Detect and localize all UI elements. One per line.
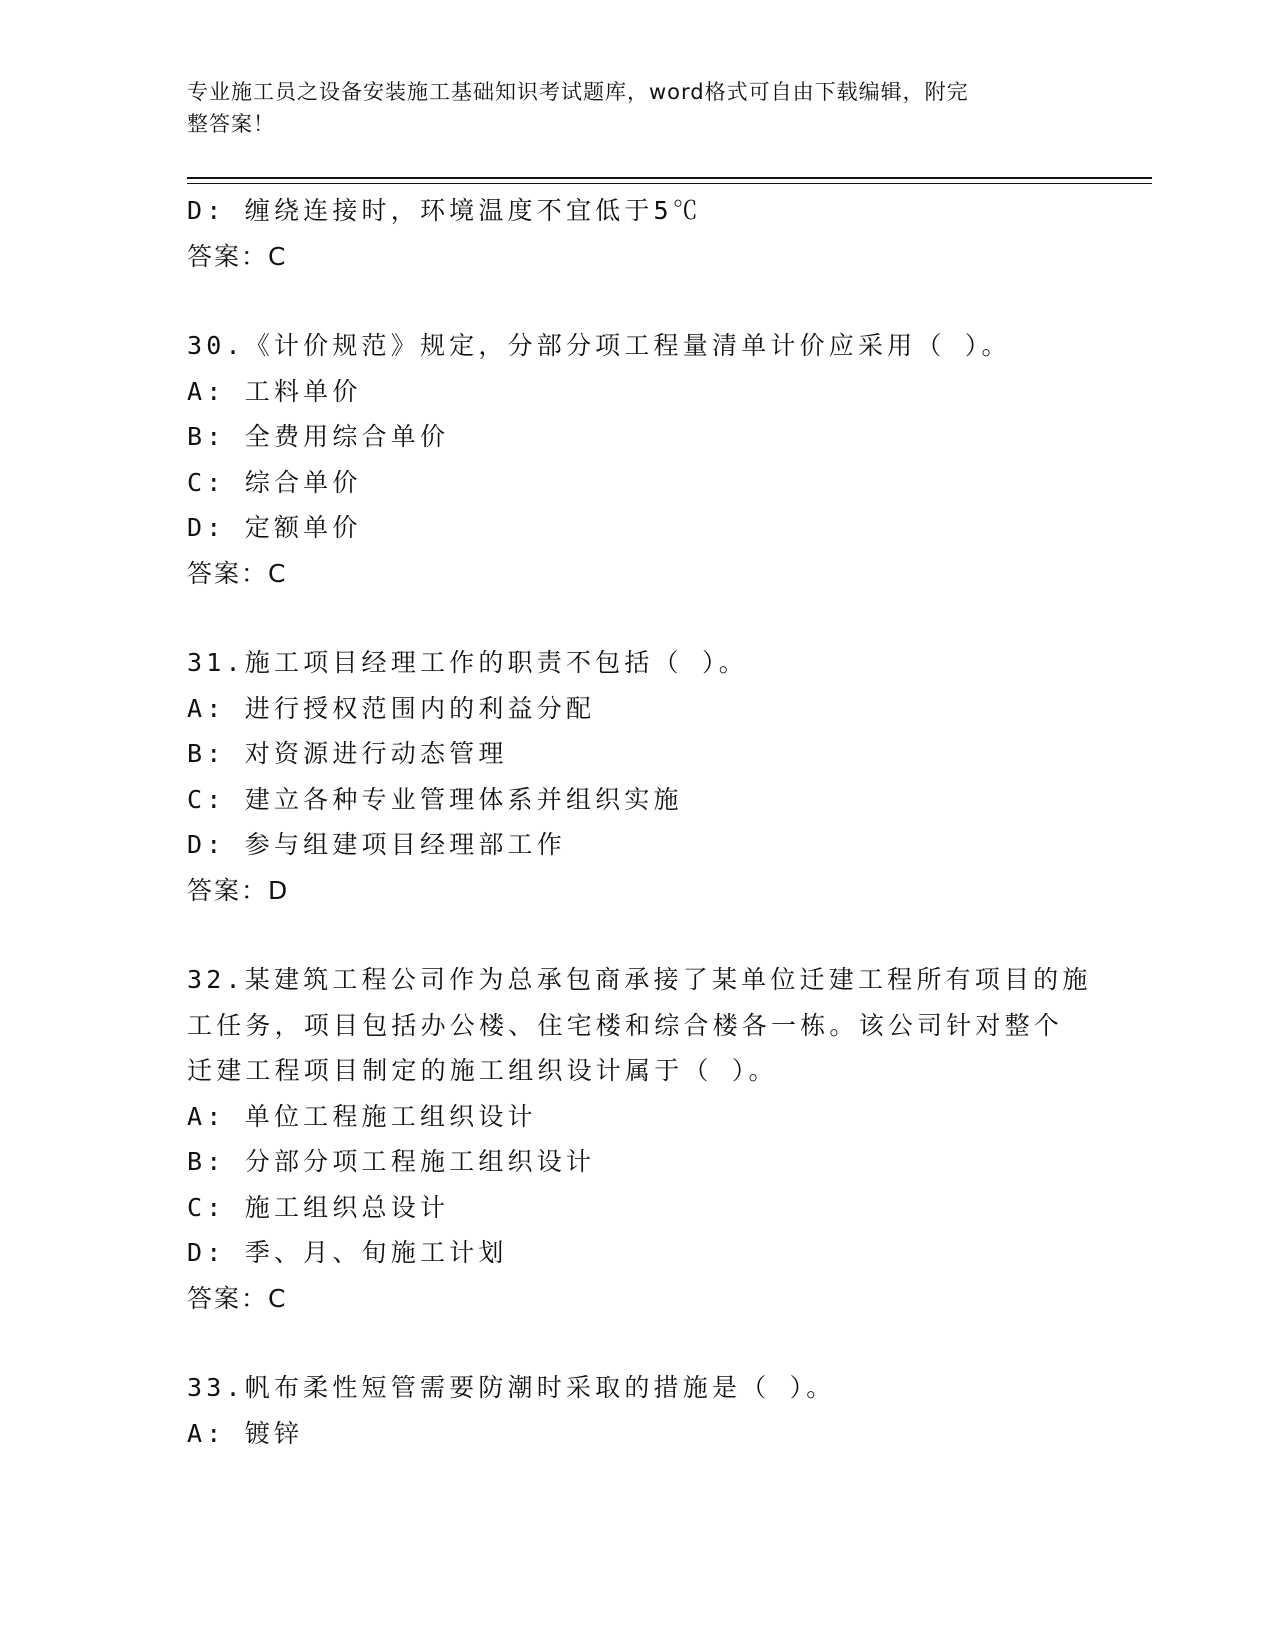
option-d: D: 缠绕连接时，环境温度不宜低于5℃ bbox=[187, 196, 703, 225]
header-line-2: 整答案！ bbox=[187, 112, 275, 136]
question-stem: 30.《计价规范》规定，分部分项工程量清单计价应采用（ ）。 bbox=[187, 331, 1011, 360]
previous-question-fragment bbox=[187, 188, 1087, 279]
spacer bbox=[187, 913, 1087, 957]
option-b: B: 全费用综合单价 bbox=[187, 422, 450, 451]
option-d: D: 参与组建项目经理部工作 bbox=[187, 830, 566, 859]
answer-line: 答案：C bbox=[187, 241, 288, 271]
spacer bbox=[187, 596, 1087, 640]
question-stem: 31.施工项目经理工作的职责不包括（ ）。 bbox=[187, 648, 748, 677]
question-stem-line-3: 迁建工程项目制定的施工组织设计属于（ ）。 bbox=[187, 1056, 778, 1085]
option-d: D: 季、月、旬施工计划 bbox=[187, 1238, 508, 1267]
spacer bbox=[187, 279, 1087, 323]
option-a: A: 进行授权范围内的利益分配 bbox=[187, 693, 596, 723]
option-c: C: 施工组织总设计 bbox=[187, 1192, 450, 1222]
option-b: B: 对资源进行动态管理 bbox=[187, 739, 508, 768]
header-line-1: 专业施工员之设备安装施工基础知识考试题库，word格式可自由下载编辑，附完 bbox=[187, 80, 969, 104]
option-a: A: 镀锌 bbox=[187, 1418, 304, 1448]
question-stem: 33.帆布柔性短管需要防潮时采取的措施是（ ）。 bbox=[187, 1373, 836, 1402]
page-header bbox=[187, 76, 1067, 140]
option-a: A: 工料单价 bbox=[187, 376, 362, 406]
question-stem-line-2: 工任务，项目包括办公楼、住宅楼和综合楼各一栋。该公司针对整个 bbox=[187, 1010, 1064, 1040]
header-rule-thick bbox=[187, 177, 1152, 179]
option-b: B: 分部分项工程施工组织设计 bbox=[187, 1147, 596, 1176]
header-rule-thin bbox=[187, 183, 1152, 184]
option-c: C: 综合单价 bbox=[187, 467, 362, 497]
option-d: D: 定额单价 bbox=[187, 513, 362, 542]
option-a: A: 单位工程施工组织设计 bbox=[187, 1101, 537, 1131]
answer-line: 答案：C bbox=[187, 1283, 288, 1313]
answer-line: 答案：C bbox=[187, 558, 288, 588]
question-content bbox=[187, 188, 1092, 1456]
answer-line: 答案：D bbox=[187, 875, 290, 905]
question-30 bbox=[187, 323, 1087, 596]
question-31 bbox=[187, 640, 1087, 913]
question-stem-line-1: 32.某建筑工程公司作为总承包商承接了某单位迁建工程所有项目的施 bbox=[187, 965, 1092, 994]
question-33 bbox=[187, 1365, 1087, 1456]
spacer bbox=[187, 1321, 1087, 1365]
question-32 bbox=[187, 957, 1092, 1321]
option-c: C: 建立各种专业管理体系并组织实施 bbox=[187, 784, 683, 814]
